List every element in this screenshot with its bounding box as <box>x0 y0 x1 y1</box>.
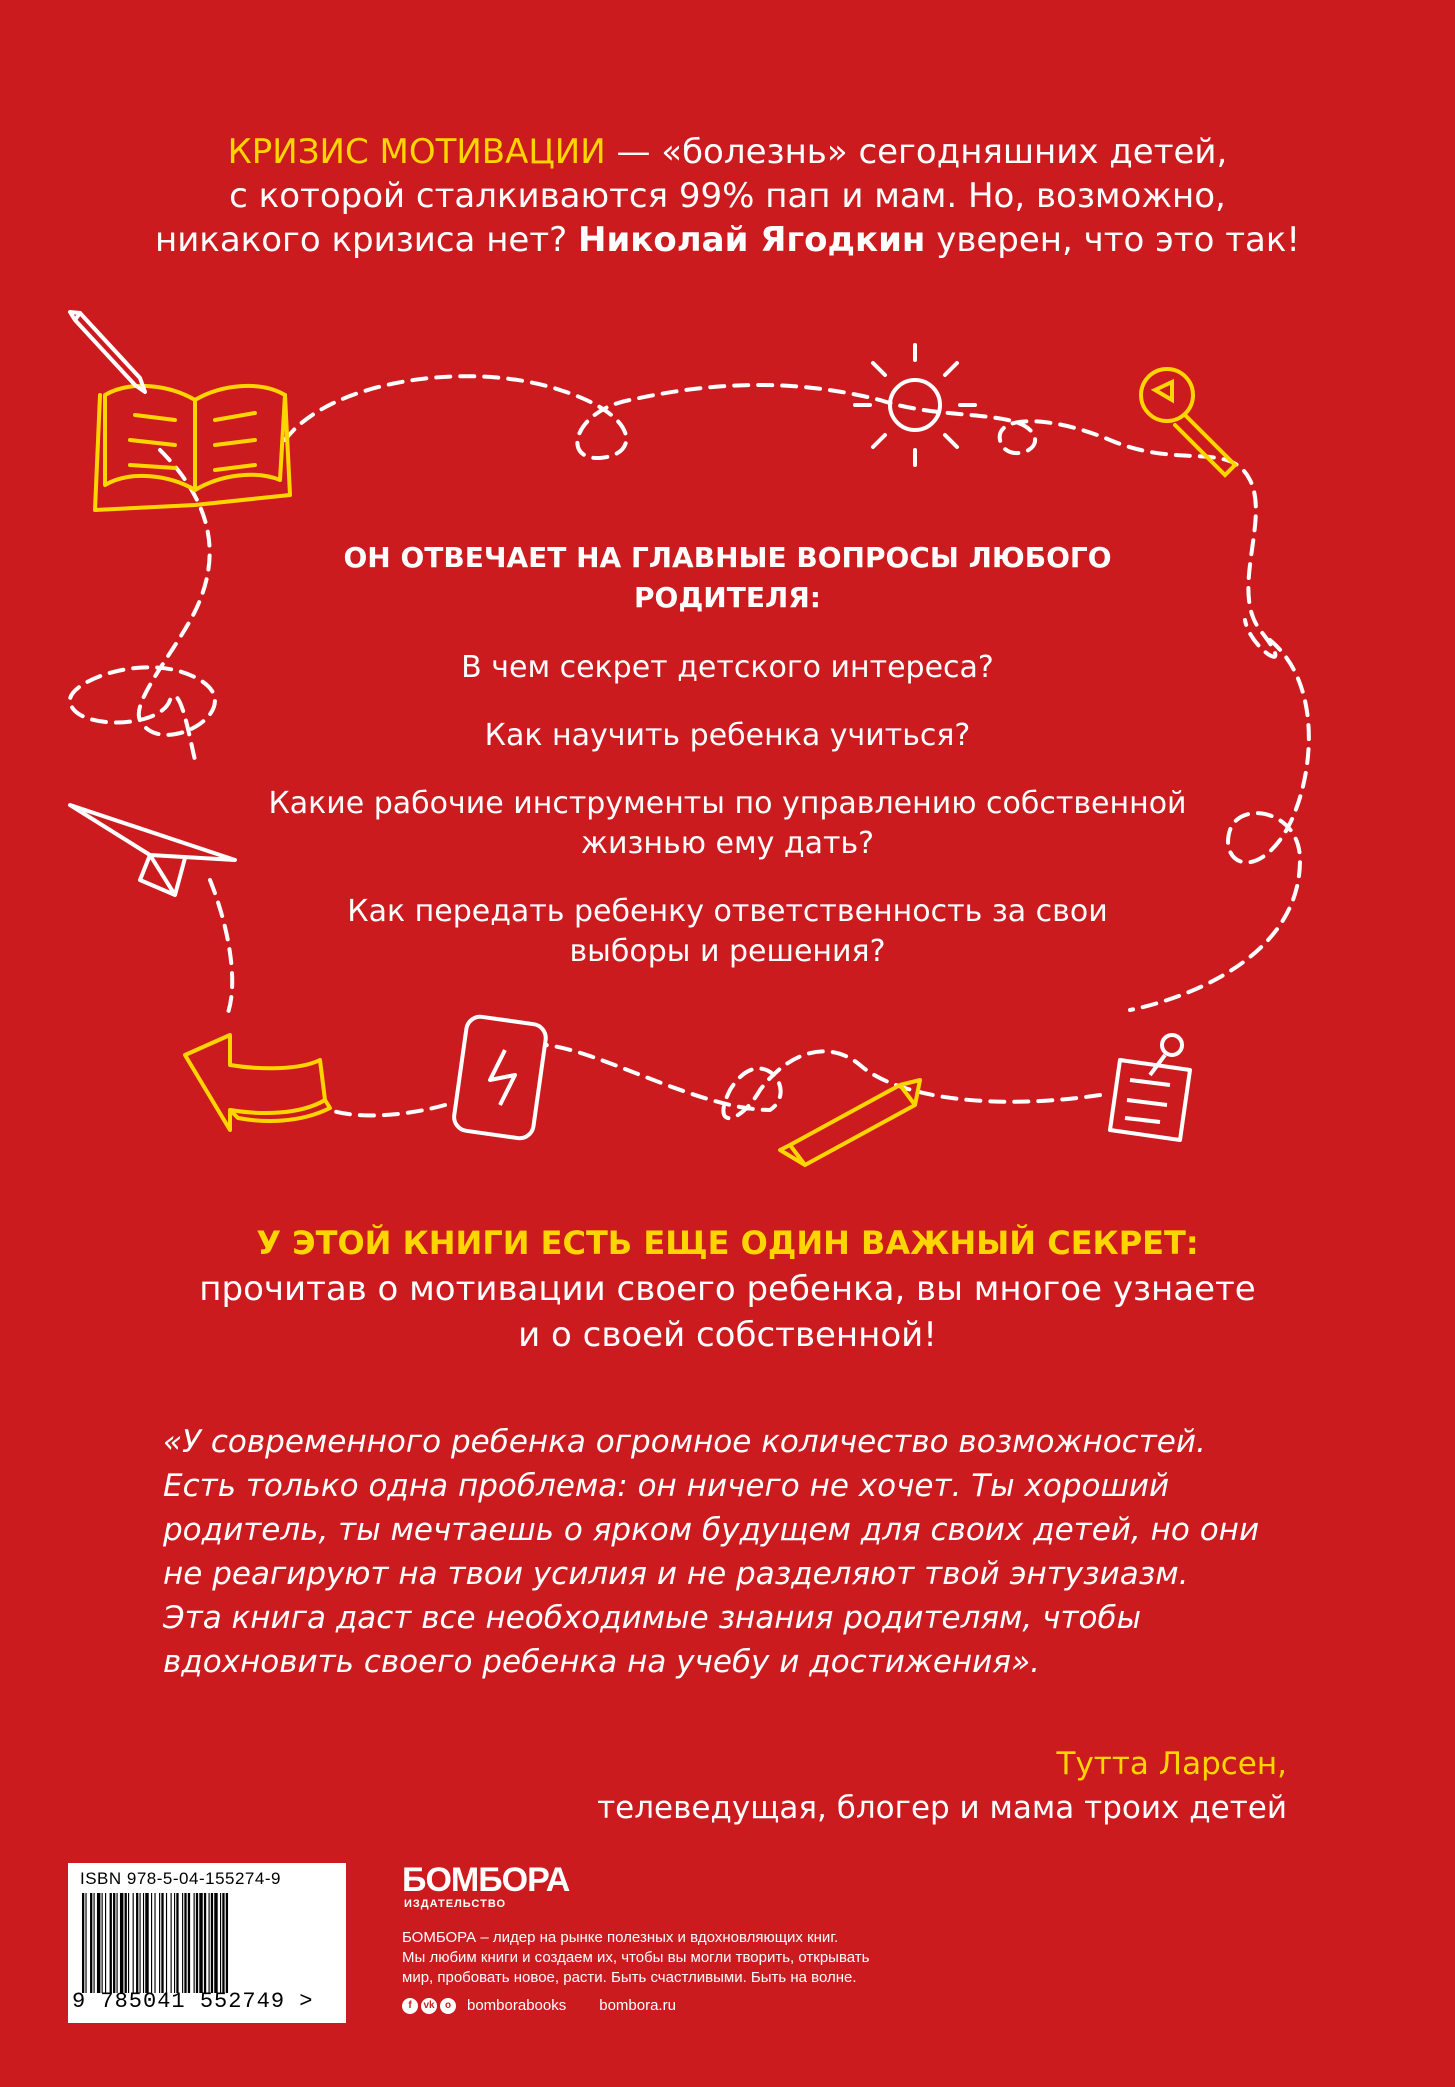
barcode-bar <box>154 1893 155 1993</box>
publisher-desc-line: БОМБОРА – лидер на рынке полезных и вдохновляющих книг. <box>402 1929 839 1946</box>
barcode-bar <box>196 1893 198 1993</box>
magnifier-icon <box>1141 369 1235 475</box>
question-item <box>250 648 1205 688</box>
barcode-bar <box>204 1893 206 1993</box>
barcode-bar <box>145 1893 148 1993</box>
question-text-cont: выборы и решения? <box>569 934 886 969</box>
phone-icon <box>452 1015 547 1140</box>
publisher-social <box>402 1997 676 2014</box>
questions-block <box>250 538 1205 1000</box>
barcode-bar <box>161 1893 163 1993</box>
question-item <box>250 892 1205 972</box>
question-text-cont: жизнью ему дать? <box>580 826 875 861</box>
secret-title: У ЭТОЙ КНИГИ ЕСТЬ ЕЩЕ ОДИН ВАЖНЫЙ СЕКРЕТ: <box>256 1224 1199 1262</box>
barcode-bar <box>136 1893 138 1993</box>
barcode-bar <box>214 1893 217 1993</box>
barcode-bar <box>117 1893 118 1993</box>
barcode-bar <box>220 1893 221 1993</box>
note-pin-icon <box>1110 1035 1190 1140</box>
intro-author: Николай Ягодкин <box>578 220 926 260</box>
author-role: телеведущая, блогер и мама троих детей <box>597 1790 1287 1826</box>
barcode-bar <box>199 1893 202 1993</box>
pencil-icon <box>70 312 145 392</box>
vk-icon[interactable]: vk <box>421 1998 437 2014</box>
barcode-bar <box>209 1893 210 1993</box>
barcode-bar <box>151 1893 152 1993</box>
barcode-bar <box>94 1893 95 1993</box>
barcode-bar <box>82 1893 84 1993</box>
publisher-site[interactable]: bombora.ru <box>599 1997 676 2014</box>
intro-text-1: — «болезнь» сегодняшних детей, <box>605 132 1228 172</box>
barcode-bar <box>211 1893 213 1993</box>
barcode-bar <box>133 1893 134 1993</box>
secret-block <box>150 1220 1305 1358</box>
question-item <box>250 716 1205 756</box>
publisher-logo: БОМБОРА <box>402 1861 570 1899</box>
quote-author <box>597 1742 1287 1830</box>
quote-line: Есть только одна проблема: он ничего не хочет. Ты хороший <box>163 1468 1170 1504</box>
barcode-bar <box>110 1893 112 1993</box>
barcode-bar <box>102 1893 103 1993</box>
author-name: Тутта Ларсен, <box>1056 1746 1287 1782</box>
ean-number: 9 785041 552749 > <box>72 1989 314 2014</box>
barcode-bar <box>159 1893 160 1993</box>
barcode-bar <box>97 1893 100 1993</box>
barcode-bar <box>176 1893 178 1993</box>
questions-title: ОН ОТВЕЧАЕТ НА ГЛАВНЫЕ ВОПРОСЫ ЛЮБОГО РОДИТЕЛЯ: <box>343 541 1112 614</box>
barcode-bar <box>226 1893 228 1993</box>
quote-line: Эта книга даст все необходимые знания родителям, чтобы <box>163 1600 1142 1636</box>
intro-line-1 <box>150 130 1305 174</box>
intro-line-2: с которой сталкиваются 99% пап и мам. Но, возможно, <box>229 176 1226 216</box>
barcode-bar <box>188 1893 190 1993</box>
intro-text-4: уверен, что это так! <box>925 220 1301 260</box>
question-text: Какие рабочие инструменты по управлению собственной <box>268 786 1187 821</box>
sun-icon <box>855 345 975 465</box>
book-icon <box>95 386 290 510</box>
intro-text-3: никакого кризиса нет? <box>154 220 579 260</box>
barcode-bar <box>194 1893 195 1993</box>
publisher-desc-line: мир, пробовать новое, расти. Быть счастливыми. Быть на волне. <box>402 1969 857 1986</box>
barcode-bar <box>143 1893 144 1993</box>
barcode-bar <box>222 1893 224 1993</box>
pencil-yellow-icon <box>780 1080 920 1165</box>
paper-plane-icon <box>70 805 235 895</box>
publisher-description <box>402 1928 962 1988</box>
secret-line-1: прочитав о мотивации своего ребенка, вы многое узнаете <box>199 1269 1256 1309</box>
facebook-icon[interactable]: f <box>402 1998 418 2014</box>
question-text: В чем секрет детского интереса? <box>461 650 994 685</box>
barcode-bar <box>182 1893 183 1993</box>
intro-block <box>150 130 1305 262</box>
question-item <box>250 784 1205 864</box>
barcode-bars <box>82 1893 334 1993</box>
isbn-text: ISBN 978-5-04-155274-9 <box>80 1869 281 1888</box>
ok-icon[interactable]: o <box>440 1998 456 2014</box>
publisher-logo-sub: ИЗДАТЕЛЬСТВО <box>404 1898 507 1910</box>
intro-line-3 <box>150 218 1305 262</box>
quote-line: «У современного ребенка огромное количество возможностей. <box>163 1424 1206 1460</box>
publisher-desc-line: Мы любим книги и создаем их, чтобы вы могли творить, открывать <box>402 1949 870 1966</box>
barcode-bar <box>85 1893 86 1993</box>
barcode-bar <box>105 1893 106 1993</box>
barcode-bar <box>166 1893 167 1993</box>
isbn-barcode <box>68 1863 346 2023</box>
barcode-bar <box>120 1893 123 1993</box>
barcode-bar <box>90 1893 92 1993</box>
barcode-bar <box>125 1893 127 1993</box>
quote-line: не реагируют на твои усилия и не разделяют твой энтузиазм. <box>163 1556 1189 1592</box>
barcode-bar <box>113 1893 115 1993</box>
barcode-bar <box>171 1893 172 1993</box>
quote-line: родитель, ты мечтаешь о ярком будущем для своих детей, но они <box>163 1512 1260 1548</box>
barcode-bar <box>184 1893 186 1993</box>
barcode-bar <box>128 1893 129 1993</box>
quote-line: вдохновить своего ребенка на учебу и достижения». <box>163 1644 1040 1680</box>
intro-highlight: КРИЗИС МОТИВАЦИИ <box>227 132 606 172</box>
quote-block <box>163 1420 1303 1684</box>
arrow-icon <box>185 1035 330 1130</box>
barcode-bar <box>174 1893 175 1993</box>
barcode-bar <box>140 1893 141 1993</box>
social-handle[interactable]: bomborabooks <box>467 1997 567 2014</box>
question-text: Как передать ребенку ответственность за свои <box>347 894 1108 929</box>
secret-line-2: и о своей собственной! <box>518 1315 937 1355</box>
question-text: Как научить ребенка учиться? <box>484 718 971 753</box>
